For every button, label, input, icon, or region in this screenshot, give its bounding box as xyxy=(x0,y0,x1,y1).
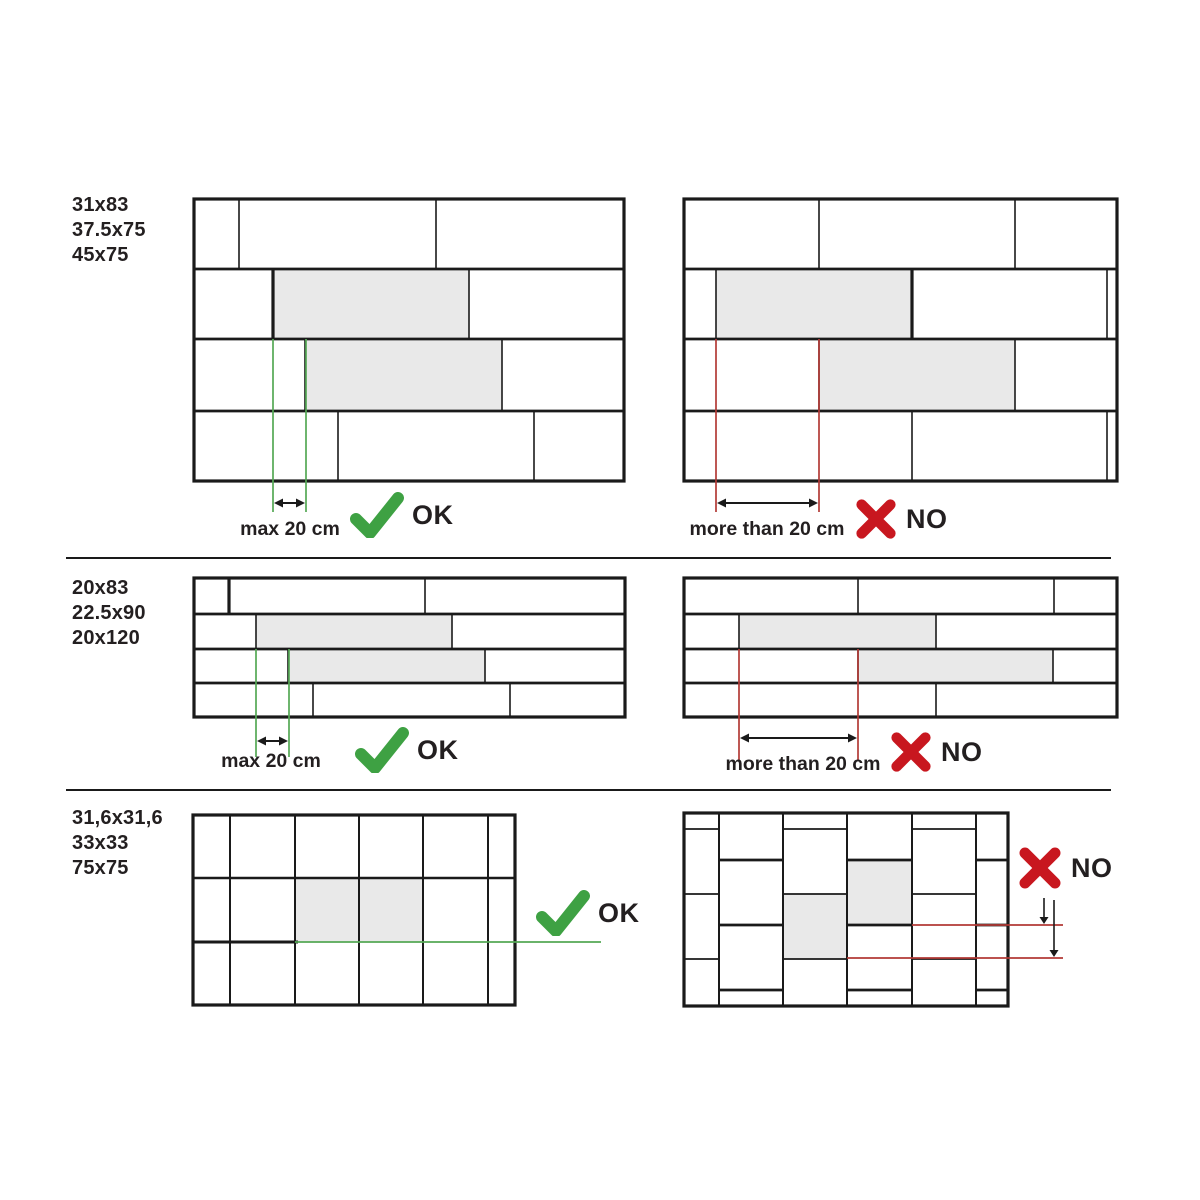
cross-icon xyxy=(854,497,898,541)
size-label: 20x120 xyxy=(72,627,140,649)
size-label-group-2 xyxy=(72,576,146,651)
dimension-arrowhead xyxy=(848,734,857,743)
size-label: 75x75 xyxy=(72,857,129,879)
check-icon xyxy=(350,492,404,538)
verdict-label: NO xyxy=(906,503,948,534)
highlighted-tile xyxy=(716,269,912,339)
highlighted-tile xyxy=(819,339,1015,411)
measure-label: max 20 cm xyxy=(240,518,340,540)
verdict-ok-3 xyxy=(536,890,640,936)
highlighted-tile xyxy=(847,860,912,925)
size-label: 20x83 xyxy=(72,577,129,599)
verdict-label: OK xyxy=(417,734,459,765)
size-label: 37.5x75 xyxy=(72,219,146,241)
size-label: 45x75 xyxy=(72,244,129,266)
verdict-no-1 xyxy=(854,497,948,541)
dimension-arrowhead xyxy=(1040,917,1049,924)
measure-label: more than 20 cm xyxy=(689,518,845,540)
highlighted-tile xyxy=(256,614,452,649)
dimension-arrowhead xyxy=(717,499,726,508)
section-divider-2 xyxy=(66,789,1111,791)
row1-no-brick xyxy=(684,199,1117,512)
highlighted-tile xyxy=(273,269,469,339)
size-label: 31x83 xyxy=(72,194,129,216)
check-icon xyxy=(536,890,590,936)
row1-ok-brick xyxy=(194,199,624,512)
cross-icon xyxy=(889,730,933,774)
verdict-label: NO xyxy=(1071,852,1113,883)
highlighted-tile xyxy=(288,649,485,683)
check-icon xyxy=(355,727,409,773)
measure-label: more than 20 cm xyxy=(725,753,881,775)
verdict-ok-1 xyxy=(350,492,454,538)
dimension-arrowhead xyxy=(740,734,749,743)
measure-label: max 20 cm xyxy=(221,750,321,772)
highlighted-tile xyxy=(305,339,502,411)
highlighted-tile xyxy=(295,878,359,942)
cross-icon xyxy=(1017,845,1063,891)
dimension-arrowhead xyxy=(1050,950,1059,957)
highlighted-tile xyxy=(359,878,423,942)
highlighted-tile xyxy=(783,894,847,959)
verdict-label: OK xyxy=(412,499,454,530)
verdict-ok-2 xyxy=(355,727,459,773)
dimension-arrowhead xyxy=(257,737,266,746)
size-label: 31,6x31,6 xyxy=(72,807,163,829)
size-label-group-1 xyxy=(72,193,146,268)
dimension-arrowhead xyxy=(274,499,283,508)
highlighted-tile xyxy=(739,614,936,649)
dimension-arrowhead xyxy=(296,499,305,508)
verdict-no-2 xyxy=(889,730,983,774)
dimension-arrowhead xyxy=(279,737,288,746)
size-label: 22.5x90 xyxy=(72,602,146,624)
verdict-label: OK xyxy=(598,897,640,928)
size-label: 33x33 xyxy=(72,832,129,854)
dimension-arrowhead xyxy=(809,499,818,508)
row3-no-stagger xyxy=(684,813,1063,1006)
verdict-label: NO xyxy=(941,736,983,767)
highlighted-tile xyxy=(858,649,1053,683)
section-divider-1 xyxy=(66,557,1111,559)
verdict-no-3 xyxy=(1017,845,1113,891)
size-label-group-3 xyxy=(72,806,163,881)
